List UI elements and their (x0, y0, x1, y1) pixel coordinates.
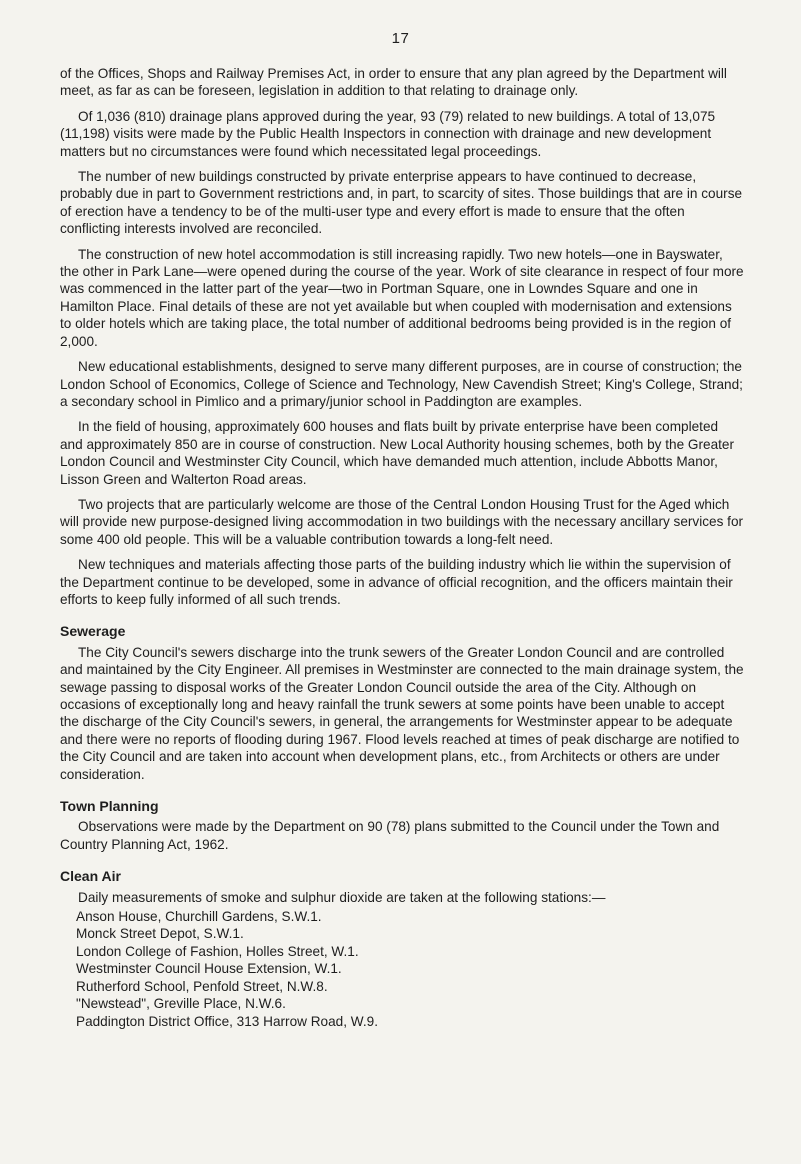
station-item: London College of Fashion, Holles Street, W.1. (76, 943, 359, 959)
paragraph: of the Offices, Shops and Railway Premises Act, in order to ensure that any plan agreed by the Department will meet, as far as can be foreseen, legislation in addition to that relating to drainage only. (60, 66, 727, 99)
paragraph: The construction of new hotel accommodation is still increasing rapidly. Two new hotels—one in Bayswater, the other in Park Lane—were opened during the course of the year. Work of site clearance in respect of four more was commenced in the latter part of the year—two in Portman Square, one in Lowndes Square and one in Hamilton Place. Final details of these are not yet available but when coupled with modernisation and extensions to older hotels which are taking place, the total number of additional bedrooms being provided is in the region of 2,000. (60, 246, 744, 349)
paragraph: Two projects that are particularly welcome are those of the Central London Housing Trust for the Aged which will provide new purpose-designed living accommodation in two buildings with the necessary ancillary services for some 400 old people. This will be a valuable contribution towards a long-felt need. (60, 496, 744, 547)
town-planning-paragraph: Observations were made by the Department on 90 (78) plans submitted to the Council under the Town and Country Planning Act, 1962. (60, 819, 720, 852)
section-heading-town-planning: Town Planning (60, 798, 159, 815)
station-item: Monck Street Depot, S.W.1. (76, 926, 244, 942)
station-item: Anson House, Churchill Gardens, S.W.1. (76, 909, 322, 925)
paragraph: In the field of housing, approximately 600 houses and flats built by private enterprise have been completed and approximately 850 are in course of construction. New Local Authority housing schemes, both by the Greater London Council and Westminster City Council, which have demanded much attention, include Abbotts Manor, Lisson Green and Walterton Road areas. (60, 419, 735, 487)
paragraph: New techniques and materials affecting those parts of the building industry which lie within the supervision of the Department continue to be developed, some in advance of official recognition, and the officers maintain their efforts to keep fully informed of all such trends. (60, 557, 733, 607)
station-item: Westminster Council House Extension, W.1. (76, 961, 342, 977)
paragraph: Of 1,036 (810) drainage plans approved during the year, 93 (79) related to new buildings. A total of 13,075 (11,198) visits were made by the Public Health Inspectors in connection with drainage and new development matters but no circumstances were found which necessitated legal proceedings. (60, 108, 716, 159)
clean-air-intro: Daily measurements of smoke and sulphur dioxide are taken at the following stations:— (78, 889, 606, 905)
paragraph: The number of new buildings constructed by private enterprise appears to have continued to decrease, probably due in part to Government restrictions and, in part, to scarcity of sites. Those buildings that are in course of erection have a tendency to be of the multi-user type and every effort is made to ensure that the often conflicting interests involved are reconciled. (60, 169, 743, 237)
station-item: "Newstead", Greville Place, N.W.6. (76, 996, 286, 1012)
page-number: 17 (391, 30, 410, 47)
station-item: Rutherford School, Penfold Street, N.W.8. (76, 978, 328, 994)
page-body (60, 65, 744, 1030)
section-heading-sewerage: Sewerage (60, 623, 126, 640)
station-list (60, 908, 744, 1030)
paragraph: New educational establishments, designed to serve many different purposes, are in course of construction; the London School of Economics, College of Science and Technology, New Cavendish Street; King's College, Strand; a secondary school in Pimlico and a primary/junior school in Paddington are examples. (60, 359, 743, 409)
station-item: Paddington District Office, 313 Harrow Road, W.9. (76, 1013, 378, 1029)
sewerage-paragraph: The City Council's sewers discharge into the trunk sewers of the Greater London Council and are controlled and maintained by the City Engineer. All premises in Westminster are connected to the main drainage system, the sewage passing to disposal works of the Greater London Council outside the area of the City. Although on occasions of exceptionally long and heavy rainfall the trunk sewers at some points have been unable to accept the discharge of the City Council's sewers, in general, the arrangements for Westminster appear to be adequate and there were no reports of flooding during 1967. Flood levels reached at times of peak discharge are notified to the City Council and are taken into account when development plans, etc., from Architects or others are under consideration. (60, 644, 744, 782)
section-heading-clean-air: Clean Air (60, 868, 121, 885)
